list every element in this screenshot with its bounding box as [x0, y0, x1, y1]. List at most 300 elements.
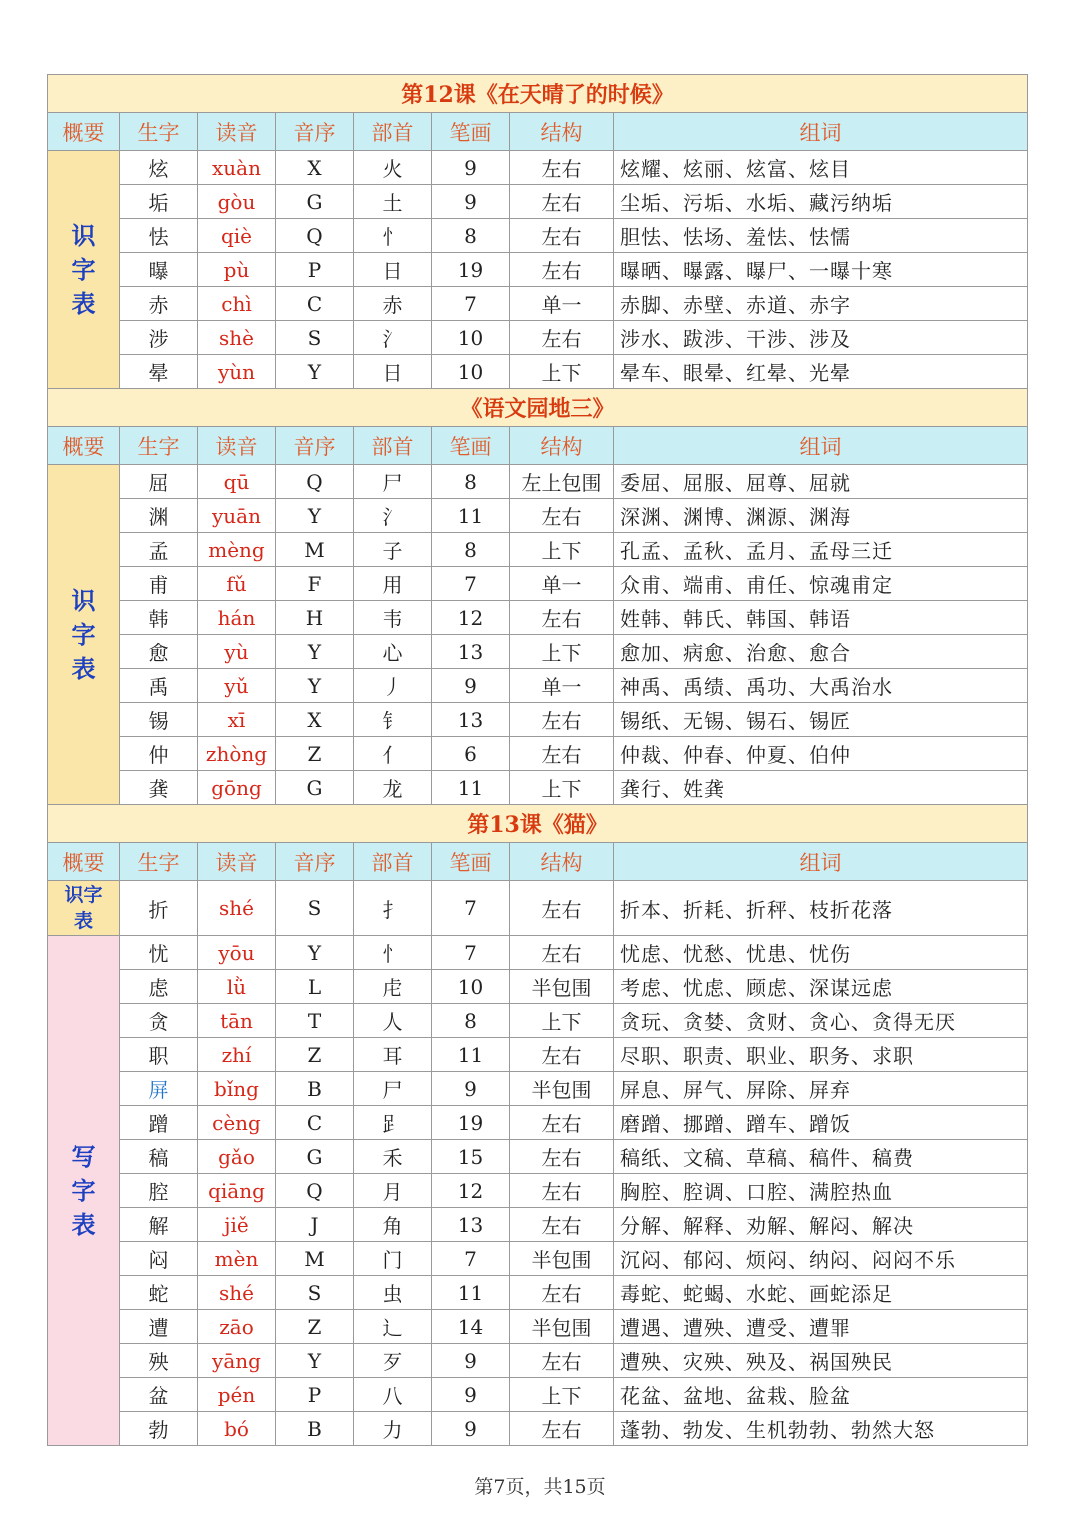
initial-cell: C: [276, 287, 354, 321]
strokes-cell: 8: [432, 1004, 510, 1038]
pinyin-cell: xī: [198, 703, 276, 737]
char-cell: 稿: [120, 1140, 198, 1174]
pinyin-cell: pù: [198, 253, 276, 287]
column-header: 组词: [614, 113, 1028, 151]
page-footer: 第7页，共15页: [474, 1476, 606, 1498]
initial-cell: Z: [276, 737, 354, 771]
table-row: [48, 703, 1028, 737]
pinyin-cell: qiāng: [198, 1174, 276, 1208]
char-cell: 忧: [120, 936, 198, 970]
table-row: [48, 1276, 1028, 1310]
pinyin-cell: jiě: [198, 1208, 276, 1242]
category-label: 识字表: [64, 884, 103, 932]
words-cell: 仲裁、仲春、仲夏、伯仲: [614, 737, 1028, 771]
table-row: [48, 1242, 1028, 1276]
table-row: [48, 635, 1028, 669]
strokes-cell: 15: [432, 1140, 510, 1174]
table-row: [48, 465, 1028, 499]
table-row: [48, 1208, 1028, 1242]
column-header-row: [48, 843, 1028, 881]
structure-cell: 半包围: [510, 1072, 614, 1106]
initial-cell: S: [276, 1276, 354, 1310]
words-cell: 胸腔、腔调、口腔、满腔热血: [614, 1174, 1028, 1208]
column-header: 音序: [276, 427, 354, 465]
char-cell: 韩: [120, 601, 198, 635]
strokes-cell: 8: [432, 465, 510, 499]
structure-cell: 半包围: [510, 970, 614, 1004]
structure-cell: 单一: [510, 669, 614, 703]
table-row: [48, 1412, 1028, 1446]
initial-cell: P: [276, 1378, 354, 1412]
column-header: 概要: [48, 843, 120, 881]
radical-cell: 土: [354, 185, 432, 219]
radical-cell: 忄: [354, 936, 432, 970]
structure-cell: 左右: [510, 737, 614, 771]
structure-cell: 左右: [510, 1412, 614, 1446]
words-cell: 稿纸、文稿、草稿、稿件、稿费: [614, 1140, 1028, 1174]
column-header: 笔画: [432, 113, 510, 151]
initial-cell: B: [276, 1072, 354, 1106]
strokes-cell: 12: [432, 601, 510, 635]
structure-cell: 左右: [510, 219, 614, 253]
structure-cell: 上下: [510, 771, 614, 805]
char-cell: 怯: [120, 219, 198, 253]
pinyin-cell: tān: [198, 1004, 276, 1038]
words-cell: 忧虑、忧愁、忧患、忧伤: [614, 936, 1028, 970]
char-cell: 赤: [120, 287, 198, 321]
column-header: 结构: [510, 113, 614, 151]
radical-cell: 忄: [354, 219, 432, 253]
pinyin-cell: gōng: [198, 771, 276, 805]
structure-cell: 半包围: [510, 1242, 614, 1276]
structure-cell: 左右: [510, 253, 614, 287]
pinyin-cell: shè: [198, 321, 276, 355]
words-cell: 花盆、盆地、盆栽、脸盆: [614, 1378, 1028, 1412]
initial-cell: C: [276, 1106, 354, 1140]
column-header: 读音: [198, 113, 276, 151]
column-header: 部首: [354, 113, 432, 151]
char-cell: 蹭: [120, 1106, 198, 1140]
strokes-cell: 14: [432, 1310, 510, 1344]
column-header: 音序: [276, 113, 354, 151]
initial-cell: Q: [276, 465, 354, 499]
table-row: [48, 321, 1028, 355]
strokes-cell: 10: [432, 355, 510, 389]
initial-cell: Y: [276, 355, 354, 389]
strokes-cell: 13: [432, 703, 510, 737]
radical-cell: 歹: [354, 1344, 432, 1378]
radical-cell: 火: [354, 151, 432, 185]
radical-cell: 辶: [354, 1310, 432, 1344]
initial-cell: P: [276, 253, 354, 287]
initial-cell: Y: [276, 635, 354, 669]
pinyin-cell: shé: [198, 881, 276, 936]
char-cell: 屏: [120, 1072, 198, 1106]
column-header: 结构: [510, 427, 614, 465]
char-cell: 蛇: [120, 1276, 198, 1310]
pinyin-cell: xuàn: [198, 151, 276, 185]
radical-cell: 日: [354, 253, 432, 287]
words-cell: 考虑、忧虑、顾虑、深谋远虑: [614, 970, 1028, 1004]
pinyin-cell: qū: [198, 465, 276, 499]
char-cell: 垢: [120, 185, 198, 219]
char-cell: 曝: [120, 253, 198, 287]
structure-cell: 左右: [510, 881, 614, 936]
strokes-cell: 7: [432, 567, 510, 601]
category-label: 识字表: [71, 585, 96, 683]
table-row: [48, 601, 1028, 635]
strokes-cell: 9: [432, 185, 510, 219]
char-cell: 虑: [120, 970, 198, 1004]
radical-cell: 扌: [354, 881, 432, 936]
words-cell: 磨蹭、挪蹭、蹭车、蹭饭: [614, 1106, 1028, 1140]
strokes-cell: 9: [432, 151, 510, 185]
char-cell: 愈: [120, 635, 198, 669]
initial-cell: Z: [276, 1310, 354, 1344]
pinyin-cell: bǐng: [198, 1072, 276, 1106]
strokes-cell: 11: [432, 771, 510, 805]
initial-cell: F: [276, 567, 354, 601]
initial-cell: B: [276, 1412, 354, 1446]
table-row: [48, 1038, 1028, 1072]
char-cell: 盆: [120, 1378, 198, 1412]
strokes-cell: 9: [432, 1344, 510, 1378]
strokes-cell: 19: [432, 253, 510, 287]
table-row: [48, 355, 1028, 389]
words-cell: 锡纸、无锡、锡石、锡匠: [614, 703, 1028, 737]
radical-cell: 亻: [354, 737, 432, 771]
strokes-cell: 9: [432, 1378, 510, 1412]
table-row: [48, 567, 1028, 601]
column-header: 生字: [120, 427, 198, 465]
radical-cell: 赤: [354, 287, 432, 321]
radical-cell: 月: [354, 1174, 432, 1208]
words-cell: 深渊、渊博、渊源、渊海: [614, 499, 1028, 533]
radical-cell: 虍: [354, 970, 432, 1004]
initial-cell: G: [276, 185, 354, 219]
radical-cell: 子: [354, 533, 432, 567]
section-title: 第12课《在天晴了的时候》: [48, 75, 1028, 113]
structure-cell: 左右: [510, 151, 614, 185]
pinyin-cell: zāo: [198, 1310, 276, 1344]
char-cell: 涉: [120, 321, 198, 355]
structure-cell: 左右: [510, 185, 614, 219]
pinyin-cell: yuān: [198, 499, 276, 533]
radical-cell: 𧾷: [354, 1106, 432, 1140]
column-header: 概要: [48, 113, 120, 151]
initial-cell: Y: [276, 1344, 354, 1378]
pinyin-cell: yùn: [198, 355, 276, 389]
words-cell: 尘垢、污垢、水垢、藏污纳垢: [614, 185, 1028, 219]
words-cell: 炫耀、炫丽、炫富、炫目: [614, 151, 1028, 185]
structure-cell: 左右: [510, 1344, 614, 1378]
char-cell: 晕: [120, 355, 198, 389]
strokes-cell: 13: [432, 1208, 510, 1242]
section-title: 第13课《猫》: [48, 805, 1028, 843]
structure-cell: 左右: [510, 601, 614, 635]
words-cell: 龚行、姓龚: [614, 771, 1028, 805]
radical-cell: 氵: [354, 321, 432, 355]
category-cell: [48, 881, 120, 936]
structure-cell: 左右: [510, 321, 614, 355]
strokes-cell: 19: [432, 1106, 510, 1140]
words-cell: 晕车、眼晕、红晕、光晕: [614, 355, 1028, 389]
char-cell: 孟: [120, 533, 198, 567]
pinyin-cell: yōu: [198, 936, 276, 970]
table-row: [48, 499, 1028, 533]
strokes-cell: 10: [432, 321, 510, 355]
structure-cell: 上下: [510, 1004, 614, 1038]
strokes-cell: 13: [432, 635, 510, 669]
structure-cell: 左右: [510, 499, 614, 533]
words-cell: 毒蛇、蛇蝎、水蛇、画蛇添足: [614, 1276, 1028, 1310]
column-header: 生字: [120, 843, 198, 881]
column-header: 组词: [614, 427, 1028, 465]
words-cell: 涉水、跋涉、干涉、涉及: [614, 321, 1028, 355]
structure-cell: 上下: [510, 533, 614, 567]
words-cell: 折本、折耗、折秤、枝折花落: [614, 881, 1028, 936]
table-row: [48, 185, 1028, 219]
initial-cell: M: [276, 1242, 354, 1276]
initial-cell: G: [276, 771, 354, 805]
column-header: 音序: [276, 843, 354, 881]
strokes-cell: 11: [432, 1276, 510, 1310]
table-row: [48, 936, 1028, 970]
words-cell: 神禹、禹绩、禹功、大禹治水: [614, 669, 1028, 703]
words-cell: 赤脚、赤壁、赤道、赤字: [614, 287, 1028, 321]
radical-cell: 尸: [354, 465, 432, 499]
structure-cell: 左右: [510, 936, 614, 970]
radical-cell: 韦: [354, 601, 432, 635]
column-header: 部首: [354, 427, 432, 465]
words-cell: 贪玩、贪婪、贪财、贪心、贪得无厌: [614, 1004, 1028, 1038]
category-cell: [48, 151, 120, 389]
structure-cell: 半包围: [510, 1310, 614, 1344]
initial-cell: X: [276, 703, 354, 737]
table-row: [48, 151, 1028, 185]
initial-cell: M: [276, 533, 354, 567]
table-row: [48, 1140, 1028, 1174]
strokes-cell: 12: [432, 1174, 510, 1208]
radical-cell: 用: [354, 567, 432, 601]
table-row: [48, 881, 1028, 936]
table-row: [48, 1378, 1028, 1412]
structure-cell: 单一: [510, 567, 614, 601]
pinyin-cell: gǎo: [198, 1140, 276, 1174]
structure-cell: 左上包围: [510, 465, 614, 499]
radical-cell: 耳: [354, 1038, 432, 1072]
words-cell: 尽职、职责、职业、职务、求职: [614, 1038, 1028, 1072]
char-cell: 腔: [120, 1174, 198, 1208]
radical-cell: 丿: [354, 669, 432, 703]
table-row: [48, 1310, 1028, 1344]
char-cell: 渊: [120, 499, 198, 533]
table-row: [48, 1106, 1028, 1140]
pinyin-cell: bó: [198, 1412, 276, 1446]
strokes-cell: 10: [432, 970, 510, 1004]
pinyin-cell: shé: [198, 1276, 276, 1310]
pinyin-cell: yāng: [198, 1344, 276, 1378]
section-title: 《语文园地三》: [48, 389, 1028, 427]
char-cell: 炫: [120, 151, 198, 185]
words-cell: 委屈、屈服、屈尊、屈就: [614, 465, 1028, 499]
category-label: 识字表: [71, 220, 96, 318]
radical-cell: 八: [354, 1378, 432, 1412]
strokes-cell: 7: [432, 936, 510, 970]
column-header: 读音: [198, 427, 276, 465]
strokes-cell: 11: [432, 1038, 510, 1072]
char-cell: 仲: [120, 737, 198, 771]
char-cell: 解: [120, 1208, 198, 1242]
pinyin-cell: pén: [198, 1378, 276, 1412]
words-cell: 遭殃、灾殃、殃及、祸国殃民: [614, 1344, 1028, 1378]
column-header: 笔画: [432, 427, 510, 465]
initial-cell: H: [276, 601, 354, 635]
table-row: [48, 219, 1028, 253]
section-title-row: [48, 389, 1028, 427]
table-row: [48, 253, 1028, 287]
radical-cell: 尸: [354, 1072, 432, 1106]
structure-cell: 左右: [510, 1174, 614, 1208]
strokes-cell: 8: [432, 533, 510, 567]
words-cell: 愈加、病愈、治愈、愈合: [614, 635, 1028, 669]
table-row: [48, 533, 1028, 567]
radical-cell: 氵: [354, 499, 432, 533]
words-cell: 遭遇、遭殃、遭受、遭罪: [614, 1310, 1028, 1344]
table-row: [48, 1344, 1028, 1378]
pinyin-cell: qiè: [198, 219, 276, 253]
column-header: 概要: [48, 427, 120, 465]
strokes-cell: 7: [432, 287, 510, 321]
initial-cell: Y: [276, 936, 354, 970]
structure-cell: 左右: [510, 1038, 614, 1072]
words-cell: 沉闷、郁闷、烦闷、纳闷、闷闷不乐: [614, 1242, 1028, 1276]
strokes-cell: 11: [432, 499, 510, 533]
char-cell: 锡: [120, 703, 198, 737]
char-cell: 折: [120, 881, 198, 936]
category-cell: [48, 936, 120, 1446]
pinyin-cell: chì: [198, 287, 276, 321]
pinyin-cell: mèn: [198, 1242, 276, 1276]
initial-cell: S: [276, 321, 354, 355]
table-row: [48, 970, 1028, 1004]
section-title-row: [48, 75, 1028, 113]
char-cell: 禹: [120, 669, 198, 703]
char-cell: 职: [120, 1038, 198, 1072]
char-cell: 甫: [120, 567, 198, 601]
initial-cell: J: [276, 1208, 354, 1242]
initial-cell: G: [276, 1140, 354, 1174]
pinyin-cell: zhí: [198, 1038, 276, 1072]
pinyin-cell: yù: [198, 635, 276, 669]
radical-cell: 钅: [354, 703, 432, 737]
vocabulary-table: [47, 74, 1028, 1446]
radical-cell: 力: [354, 1412, 432, 1446]
radical-cell: 龙: [354, 771, 432, 805]
strokes-cell: 7: [432, 1242, 510, 1276]
char-cell: 闷: [120, 1242, 198, 1276]
radical-cell: 心: [354, 635, 432, 669]
words-cell: 姓韩、韩氏、韩国、韩语: [614, 601, 1028, 635]
structure-cell: 左右: [510, 1106, 614, 1140]
radical-cell: 角: [354, 1208, 432, 1242]
initial-cell: X: [276, 151, 354, 185]
initial-cell: Q: [276, 219, 354, 253]
words-cell: 孔孟、孟秋、孟月、孟母三迁: [614, 533, 1028, 567]
column-header: 部首: [354, 843, 432, 881]
pinyin-cell: zhòng: [198, 737, 276, 771]
pinyin-cell: lǜ: [198, 970, 276, 1004]
strokes-cell: 7: [432, 881, 510, 936]
words-cell: 众甫、端甫、甫任、惊魂甫定: [614, 567, 1028, 601]
structure-cell: 上下: [510, 1378, 614, 1412]
column-header: 结构: [510, 843, 614, 881]
radical-cell: 门: [354, 1242, 432, 1276]
radical-cell: 日: [354, 355, 432, 389]
pinyin-cell: yǔ: [198, 669, 276, 703]
pinyin-cell: mèng: [198, 533, 276, 567]
initial-cell: Y: [276, 669, 354, 703]
table-row: [48, 1004, 1028, 1038]
structure-cell: 左右: [510, 1208, 614, 1242]
structure-cell: 左右: [510, 1276, 614, 1310]
words-cell: 蓬勃、勃发、生机勃勃、勃然大怒: [614, 1412, 1028, 1446]
pinyin-cell: fǔ: [198, 567, 276, 601]
radical-cell: 虫: [354, 1276, 432, 1310]
radical-cell: 禾: [354, 1140, 432, 1174]
category-label: 写字表: [71, 1141, 96, 1239]
pinyin-cell: hán: [198, 601, 276, 635]
words-cell: 分解、解释、劝解、解闷、解决: [614, 1208, 1028, 1242]
table-row: [48, 287, 1028, 321]
column-header-row: [48, 113, 1028, 151]
strokes-cell: 9: [432, 1412, 510, 1446]
structure-cell: 单一: [510, 287, 614, 321]
initial-cell: S: [276, 881, 354, 936]
char-cell: 龚: [120, 771, 198, 805]
words-cell: 胆怯、怯场、羞怯、怯懦: [614, 219, 1028, 253]
radical-cell: 人: [354, 1004, 432, 1038]
initial-cell: T: [276, 1004, 354, 1038]
char-cell: 遭: [120, 1310, 198, 1344]
column-header: 生字: [120, 113, 198, 151]
section-title-row: [48, 805, 1028, 843]
table-row: [48, 737, 1028, 771]
table-row: [48, 1072, 1028, 1106]
column-header: 读音: [198, 843, 276, 881]
char-cell: 屈: [120, 465, 198, 499]
strokes-cell: 9: [432, 1072, 510, 1106]
column-header: 组词: [614, 843, 1028, 881]
strokes-cell: 6: [432, 737, 510, 771]
char-cell: 殃: [120, 1344, 198, 1378]
table-row: [48, 771, 1028, 805]
structure-cell: 上下: [510, 355, 614, 389]
strokes-cell: 8: [432, 219, 510, 253]
structure-cell: 左右: [510, 1140, 614, 1174]
column-header: 笔画: [432, 843, 510, 881]
table-row: [48, 669, 1028, 703]
structure-cell: 上下: [510, 635, 614, 669]
category-cell: [48, 465, 120, 805]
char-cell: 勃: [120, 1412, 198, 1446]
initial-cell: Z: [276, 1038, 354, 1072]
structure-cell: 左右: [510, 703, 614, 737]
char-cell: 贪: [120, 1004, 198, 1038]
pinyin-cell: gòu: [198, 185, 276, 219]
initial-cell: Q: [276, 1174, 354, 1208]
initial-cell: Y: [276, 499, 354, 533]
